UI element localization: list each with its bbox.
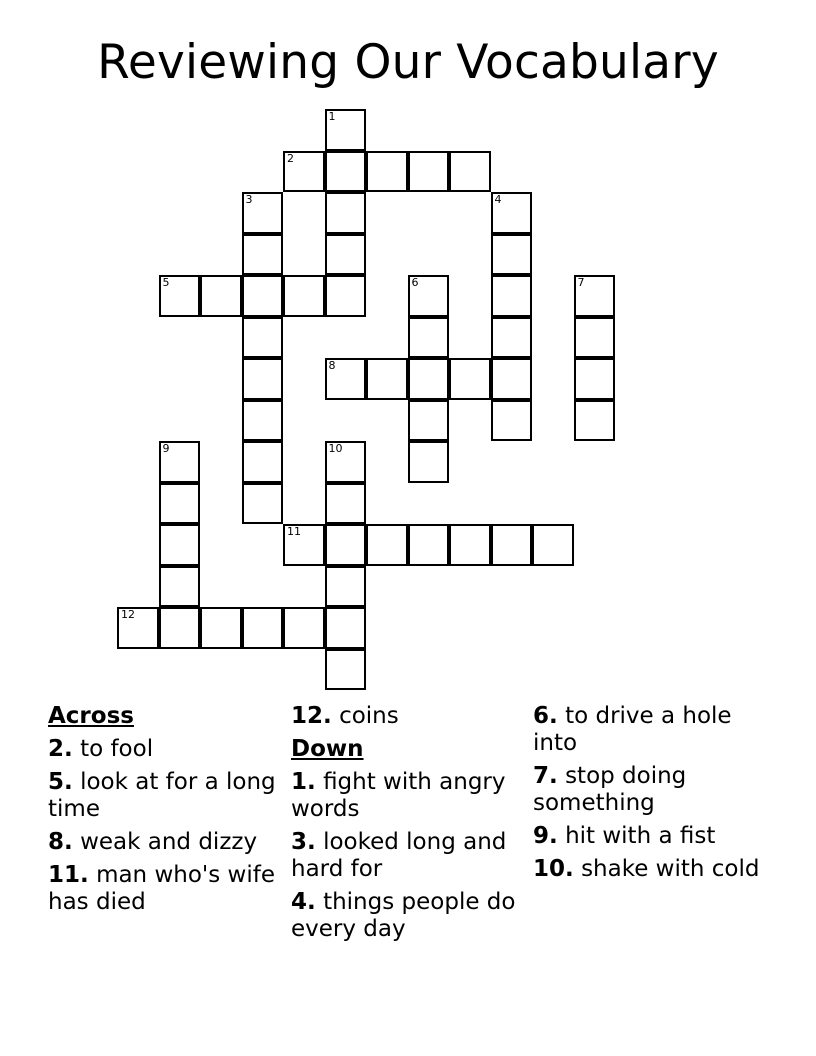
grid-cell[interactable] <box>449 358 491 400</box>
grid-cell[interactable] <box>242 358 284 400</box>
grid-cell[interactable] <box>325 524 367 566</box>
grid-cell[interactable] <box>408 441 450 483</box>
grid-cell[interactable] <box>366 524 408 566</box>
grid-cell[interactable] <box>283 524 325 566</box>
clue-across-5: 5. look at for a long time <box>48 769 276 822</box>
clue-number: 1 <box>328 110 336 123</box>
grid-cell[interactable] <box>242 400 284 442</box>
grid-cell[interactable] <box>408 358 450 400</box>
clue-number: 8 <box>328 359 336 372</box>
grid-cell[interactable] <box>491 192 533 234</box>
clues-column-1 <box>48 703 278 922</box>
grid-cell[interactable] <box>242 192 284 234</box>
clue-number: 11 <box>287 525 301 538</box>
grid-cell[interactable] <box>325 566 367 608</box>
grid-cell[interactable] <box>283 607 325 649</box>
grid-cell[interactable] <box>159 566 201 608</box>
grid-cell[interactable] <box>242 483 284 525</box>
grid-cell[interactable] <box>159 441 201 483</box>
clue-down-4: 4. things people do every day <box>291 889 516 942</box>
grid-cell[interactable] <box>325 192 367 234</box>
grid-cell[interactable] <box>159 483 201 525</box>
clue-down-1: 1. fight with angry words <box>291 769 506 822</box>
grid-cell[interactable] <box>200 275 242 317</box>
clue-across-2: 2. to fool <box>48 736 154 762</box>
clue-number: 12 <box>121 608 135 621</box>
grid-cell[interactable] <box>408 400 450 442</box>
grid-cell[interactable] <box>491 524 533 566</box>
grid-cell[interactable] <box>491 358 533 400</box>
grid-cell[interactable] <box>491 234 533 276</box>
grid-cell[interactable] <box>491 275 533 317</box>
clues-column-3 <box>533 703 773 889</box>
clue-number: 2 <box>287 151 294 165</box>
grid-cell[interactable] <box>574 317 616 359</box>
grid-cell[interactable] <box>574 275 616 317</box>
grid-cell[interactable] <box>408 524 450 566</box>
grid-cell[interactable] <box>242 607 284 649</box>
clue-number: 3 <box>245 193 253 206</box>
clue-down-10: 10. shake with cold <box>533 856 760 882</box>
crossword-grid <box>118 110 618 695</box>
clue-number: 5 <box>162 276 170 289</box>
grid-cell[interactable] <box>325 607 367 649</box>
across-heading: Across <box>48 703 134 729</box>
grid-cell[interactable] <box>491 400 533 442</box>
grid-cell[interactable] <box>242 317 284 359</box>
grid-cell[interactable] <box>117 607 159 649</box>
grid-cell[interactable] <box>366 151 408 193</box>
clue-across-11: 11. man who's wife has died <box>48 862 275 915</box>
grid-cell[interactable] <box>449 151 491 193</box>
grid-cell[interactable] <box>574 358 616 400</box>
grid-cell[interactable] <box>408 317 450 359</box>
grid-cell[interactable] <box>325 109 367 151</box>
grid-cell[interactable] <box>408 151 450 193</box>
grid-cell[interactable] <box>325 151 367 193</box>
grid-cell[interactable] <box>325 358 367 400</box>
clue-down-7: 7. stop doing something <box>533 763 687 816</box>
grid-cell[interactable] <box>242 275 284 317</box>
clue-down-6: 6. to drive a hole into <box>533 703 732 756</box>
clue-number: 6 <box>411 276 419 289</box>
grid-cell[interactable] <box>532 524 574 566</box>
clue-number: 7 <box>577 276 585 289</box>
down-heading: Down <box>291 736 364 762</box>
grid-cell[interactable] <box>325 275 367 317</box>
grid-cell[interactable] <box>491 317 533 359</box>
puzzle-title: Reviewing Our Vocabulary <box>97 35 719 90</box>
clue-number: 10 <box>328 442 343 455</box>
grid-cell[interactable] <box>325 483 367 525</box>
clues-column-2 <box>291 703 521 949</box>
grid-cell[interactable] <box>408 275 450 317</box>
clue-across-8: 8. weak and dizzy <box>48 829 258 855</box>
clue-across-12: 12. coins <box>291 703 399 729</box>
grid-cell[interactable] <box>325 441 367 483</box>
grid-cell[interactable] <box>325 649 367 691</box>
grid-cell[interactable] <box>449 524 491 566</box>
grid-cell[interactable] <box>283 151 325 193</box>
clue-number: 9 <box>162 442 170 455</box>
grid-cell[interactable] <box>242 234 284 276</box>
clue-down-3: 3. looked long and hard for <box>291 829 507 882</box>
clue-down-9: 9. hit with a fist <box>533 823 716 849</box>
grid-cell[interactable] <box>159 275 201 317</box>
grid-cell[interactable] <box>159 524 201 566</box>
grid-cell[interactable] <box>325 234 367 276</box>
grid-cell[interactable] <box>200 607 242 649</box>
grid-cell[interactable] <box>159 607 201 649</box>
grid-cell[interactable] <box>242 441 284 483</box>
grid-cell[interactable] <box>574 400 616 442</box>
grid-cell[interactable] <box>283 275 325 317</box>
grid-cell[interactable] <box>366 358 408 400</box>
clue-number: 4 <box>494 193 502 206</box>
